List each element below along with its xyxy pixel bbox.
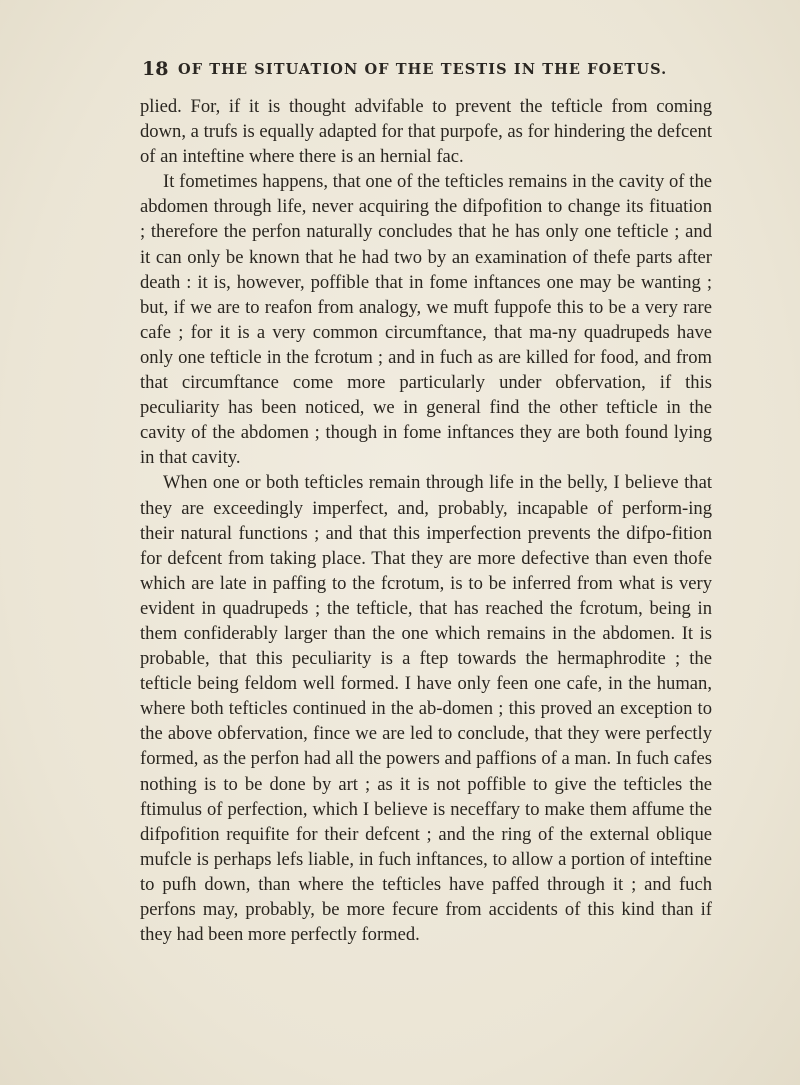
running-head: OF THE SITUATION OF THE TESTIS IN THE FOETUS. [178, 61, 668, 78]
paragraph-single-testicle: It fometimes happens, that one of the tefticles remains in the cavity of the abdomen through life, never acquiring the difpofition to change its fituation ; therefore the perfon naturally concludes that he has only one tefticle ; and it can only be known that he had two by an examination of thefe parts after death : it is, however, poffible that in fome inftances one may be wanting ; but, if we are to reafon from analogy, we muft fuppofe this to be a very rare cafe ; for it is a very common circumftance, that ma-ny quadrupeds have only one tefticle in the fcrotum ; and in fuch as are killed for food, and from that circumftance come more particularly under obfervation, if this peculiarity has been noticed, we in general find the other tefticle in the cavity of the abdomen ; though in fome inftances they are both found lying in that cavity. [140, 171, 712, 469]
paragraph-imperfect-testicles: When one or both tefticles remain through life in the belly, I believe that they are exceedingly imperfect, and, probably, incapable of perform-ing their natural functions ; and that this imperfection prevents the difpo-fition for defcent from taking place. That they are more defective than even thofe which are late in paffing to the fcrotum, is to be inferred from what is very evident in quadrupeds ; the tefticle, that has reached the fcrotum, being in them confiderably larger than the one which remains in the abdomen. It is probable, that this peculiarity is a ftep towards the hermaphrodite ; the tefticle being feldom well formed. I have only feen one cafe, in the human, where both tefticles continued in the ab-domen ; this proved an exception to the above obfervation, fince we are led to conclude, that they were perfectly formed, as the perfon had all the powers and paffions of a man. In fuch cafes nothing is to be done by art ; as it is not poffible to give the tefticles the ftimulus of perfection, which I believe is neceffary to make them affume the difpofition requifite for their defcent ; and the ring of the external oblique mufcle is perhaps lefs liable, in fuch inftances, to allow a portion of inteftine to pufh down, than where the tefticles have paffed through it ; and fuch perfons may, probably, be more fecure from accidents of this kind than if they had been more perfectly formed. [140, 472, 712, 946]
page-number: 18 [142, 58, 169, 80]
body-text [140, 94, 712, 947]
page-header [142, 58, 702, 86]
paragraph-continuation: plied. For, if it is thought advifable to prevent the tefticle from coming down, a trufs is equally adapted for that purpofe, as for hindering the defcent of an inteftine where there is an hernial fac. [140, 96, 712, 168]
